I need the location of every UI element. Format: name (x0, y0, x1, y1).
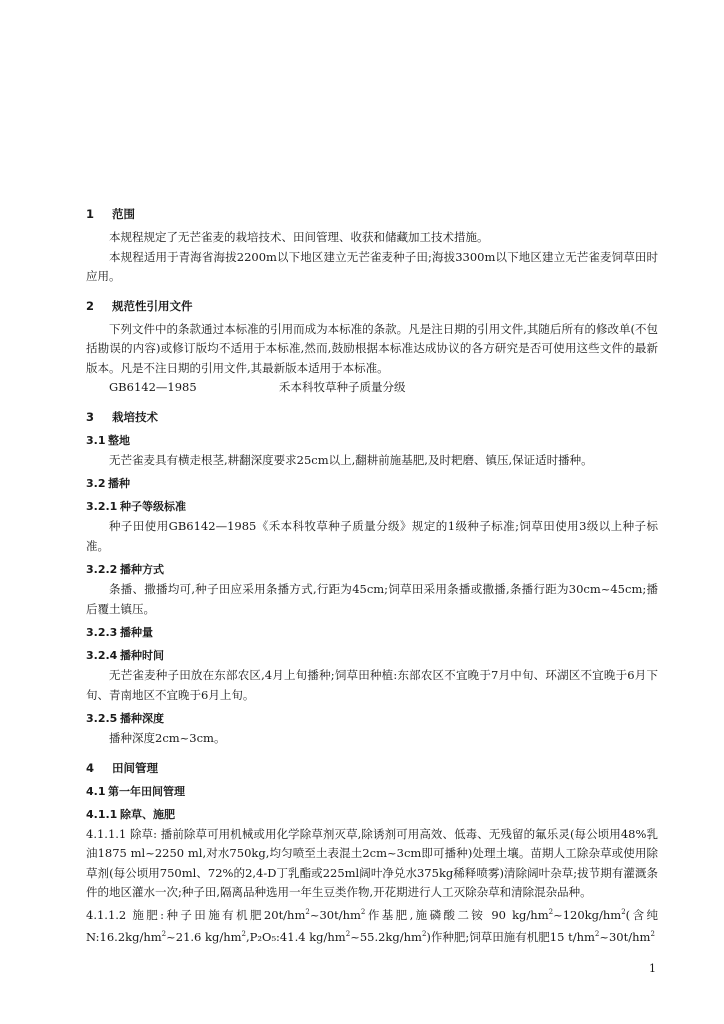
section-heading-scope: 1 范围 (86, 207, 135, 221)
paragraph: 无芒雀麦种子田放在东部农区,4月上旬播种;饲草田种植:东部农区不宜晚于7月中旬、环湖区不宜晚于6月下旬、青南地区不宜晚于6月上旬。 (86, 668, 658, 702)
subsection-heading: 3.2.1 种子等级标准 (86, 500, 186, 513)
subsection-heading: 3.2.3 播种量 (86, 626, 153, 639)
paragraph: 无芒雀麦具有横走根茎,耕翻深度要求25cm以上,翻耕前施基肥,及时耙磨、镇压,保证适时播种。 (109, 452, 593, 467)
subsection-heading: 3.2.5 播种深度 (86, 712, 164, 725)
paragraph: 条播、撒播均可,种子田应采用条播方式,行距为45cm;饲草田采用条播或撒播,条播行距为30cm~45cm;播后覆土镇压。 (86, 582, 658, 616)
paragraph: 种子田使用GB6142—1985《禾本科牧草种子质量分级》规定的1级种子标准;饲草田使用3级以上种子标准。 (86, 519, 658, 553)
subsection-heading: 3.1 整地 (86, 433, 130, 447)
subsection-heading: 3.2.4 播种时间 (86, 649, 164, 662)
subsection-heading: 4.1 第一年田间管理 (86, 784, 185, 798)
section-heading-field-management: 4 田间管理 (86, 760, 158, 775)
page-number: 1 (649, 962, 656, 975)
paragraph: 本规程规定了无芒雀麦的栽培技术、田间管理、收获和储藏加工技术措施。 (109, 230, 489, 244)
section-heading-cultivation: 3 栽培技术 (86, 409, 158, 424)
paragraph: 本规程适用于青海省海拔2200m以下地区建立无芒雀麦种子田;海拔3300m以下地区建立无芒雀麦饲草田时应用。 (86, 249, 658, 283)
reference-entry: GB6142—1985 禾本科牧草种子质量分级 (109, 380, 406, 394)
paragraph: 4.1.1.2 施肥:种子田施有机肥$20t/hm^2\sim 30t/hm^2$作基肥,施磷酸二铵 90 $kg/hm^2\sim 120kg/hm^2$(含纯$N:16.2kg/hm^2\sim 21.6$ $kg/hm^2,P_2O_5:41.4$ $kg/hm^2\sim 55.2kg/hm^2$)作种肥;饲草田施有机肥15 $t/hm^2\sim 30t/hm^2$ (86, 907, 658, 944)
paragraph: 播种深度2cm~3cm。 (109, 731, 226, 745)
paragraph: 4.1.1.1 除草: 播前除草可用机械或用化学除草剂灭草,除诱剂可用高效、低毒、无残留的氟乐灵(每公顷用48%乳油1875 ml~2250 ml,对水750kg,均匀喷至土表混土2cm~3cm即可播种)处理土壤。苗期人工除杂草或使用除草剂(每公顷用750ml、72%的2,4-D丁乳酯或225ml阔叶净兑水375kg稀释喷雾)清除阔叶杂草;拔节期有灌溉条件的地区灌水一次;种子田,隔离品种选用一年生豆类作物,开花期进行人工灭除杂草和清除混杂品种。 (86, 826, 658, 899)
subsection-heading: 3.2 播种 (86, 477, 130, 490)
paragraph: 下列文件中的条款通过本标准的引用而成为本标准的条款。凡是注日期的引用文件,其随后所有的修改单(不包括勘误的内容)或修订版均不适用于本标准,然而,鼓励根据本标准达成协议的各方研究是否可使用这些文件的最新版本。凡是不注日期的引用文件,其最新版本适用于本标准。 (86, 321, 658, 375)
subsection-heading: 4.1.1 除草、施肥 (86, 807, 175, 821)
document-body (86, 206, 658, 947)
subsection-heading: 3.2.2 播种方式 (86, 563, 164, 576)
section-heading-references: 2 规范性引用文件 (86, 298, 193, 313)
